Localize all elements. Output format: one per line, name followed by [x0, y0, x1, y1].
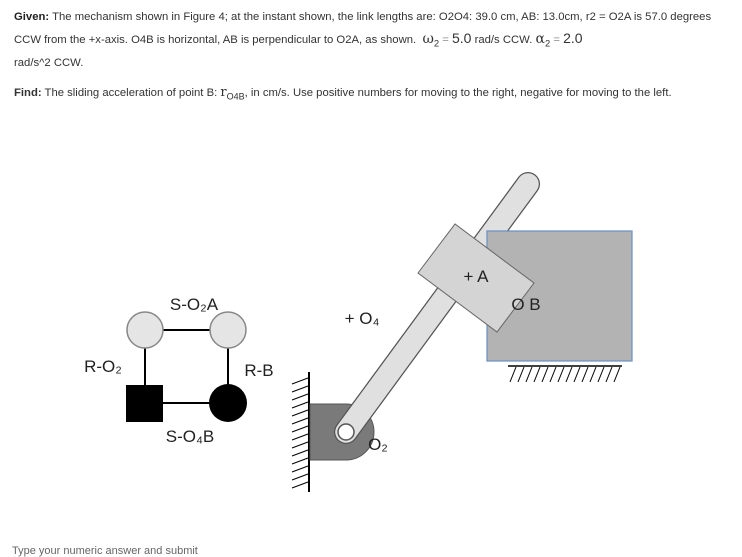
given-text: The mechanism shown in Figure 4; at the instant shown, the link lengths are: O2O4: 39.0 cm, AB: 13.0cm, r2 = O2A is 57.0 degrees CCW from the +x-axis. O4B is horizontal, AB is perpendicular to O2A, as shown. — [14, 11, 712, 46]
find-label: Find: — [14, 87, 42, 99]
graph-node-bottom-right — [209, 384, 247, 422]
given-statement: Given: The mechanism shown in Figure 4; at the instant shown, the link lengths are: O2O4: 39.0 cm, AB: 13.0cm, r2 = O2A is 57.0 degrees CCW from the +x-axis. O4B is horizontal, AB is perpendicular to O2A, as shown. $\omega_2 = 5.0$ rad/s CCW. $\alpha_2 = 2.0$ rad/s^2 CCW. — [14, 11, 712, 70]
graph-label-bottom: S-O₄B — [165, 427, 215, 446]
r-double-dot-symbol: r — [220, 85, 227, 100]
ground-hatching-b — [510, 367, 620, 382]
alpha-unit: rad/s^2 CCW. — [14, 57, 84, 70]
label-point-o4: + O₄ — [344, 309, 380, 328]
pin-o2 — [338, 424, 354, 440]
graph-node-top-right — [210, 312, 246, 348]
graph-label-left: R-O₂ — [84, 357, 122, 376]
graph-label-top: S-O₂A — [169, 295, 219, 314]
mechanism — [292, 184, 632, 492]
find-text-before: The sliding acceleration of point B: — [44, 87, 221, 99]
alpha-value: 2.0 — [563, 30, 583, 46]
omega-symbol: ω — [422, 31, 434, 47]
alpha-symbol: α — [535, 31, 545, 47]
answer-prompt: Type your numeric answer and submit — [12, 545, 198, 557]
omega-unit: rad/s CCW. — [474, 34, 533, 46]
r-subscript: O4B — [226, 91, 245, 102]
kinematic-graph — [84, 295, 274, 446]
graph-node-top-left — [127, 312, 163, 348]
alpha-sub: 2 — [544, 37, 551, 49]
graph-node-ground — [126, 385, 163, 422]
label-point-b: O B — [511, 295, 541, 314]
label-point-a: + A — [463, 267, 489, 286]
find-text-after: , in cm/s. Use positive numbers for moving to the right, negative for moving to the left. — [244, 87, 672, 99]
ground-hatching — [292, 378, 308, 488]
omega-value: 5.0 — [451, 30, 472, 46]
label-point-o2: O₂ — [368, 435, 388, 454]
graph-label-right: R-B — [244, 361, 274, 380]
omega-sub: 2 — [433, 37, 440, 49]
given-label: Given: — [14, 11, 50, 23]
